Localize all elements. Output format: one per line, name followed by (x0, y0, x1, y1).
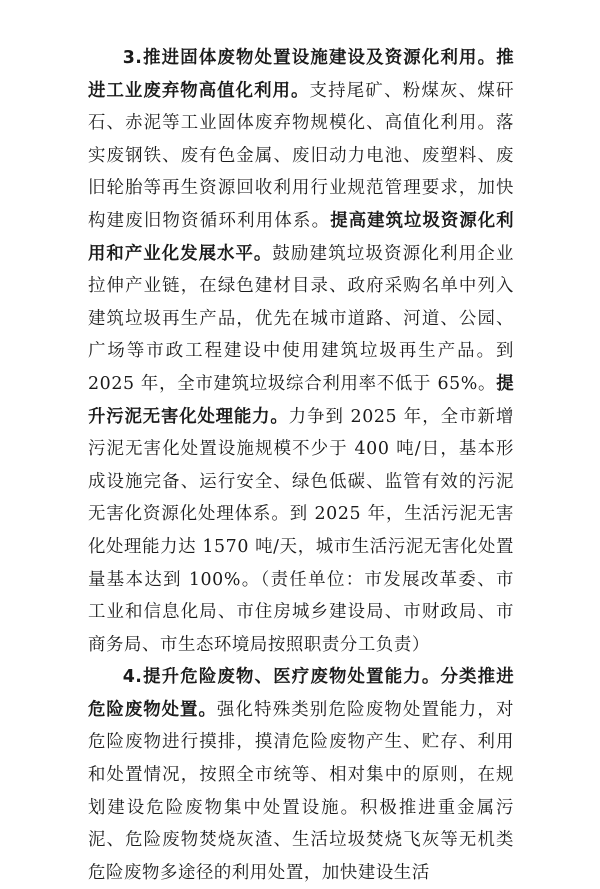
body-text: 支持尾矿、粉煤灰、煤矸石、赤泥等工业固体废弃物规模化、高值化利用。落实废钢铁、废有色金属、废旧动力电池、废塑料、废旧轮胎等再生资源回收利用行业规范管理要求，加快构建废旧物资循环利用体系。 (88, 80, 514, 231)
paragraph-4 (88, 661, 514, 889)
body-text: 鼓励建筑垃圾资源化利用企业拉伸产业链，在绿色建材目录、政府采购名单中列入建筑垃圾再生产品，优先在城市道路、河道、公园、广场等市政工程建设中使用建筑垃圾再生产品。到 2025 年，全市建筑垃圾综合利用率不低于 65%。 (88, 243, 514, 394)
subheading-sludge: 提升污泥无害化处理能力。 (88, 373, 514, 427)
document-body (88, 42, 514, 889)
paragraph-3 (88, 42, 514, 661)
body-text: 强化特殊类别危险废物处置能力，对危险废物进行摸排，摸清危险废物产生、贮存、利用和处置情况，按照全市统等、相对集中的原则，在规划建设危险废物集中处置设施。积极推进重金属污泥、危险废物焚烧灰渣、生活垃圾焚烧飞灰等无机类危险废物多途径的利用处置，加快建设生活 (88, 699, 514, 883)
body-text: 力争到 2025 年，全市新增污泥无害化处置设施规模不少于 400 吨/日，基本形成设施完备、运行安全、绿色低碳、监管有效的污泥无害化资源化处理体系。到 2025 年，生活污泥无害化处理能力达 1570 吨/天，城市生活污泥无害化处置量基本达到 100%。（责任单位：市发展改革委、市工业和信息化局、市住房城乡建设局、市财政局、市商务局、市生态环境局按照职责分工负责） (88, 406, 514, 655)
heading-4-hazardous-waste: 4.提升危险废物、医疗废物处置能力。分类推进危险废物处置。 (88, 667, 514, 720)
subheading-construction-waste: 提高建筑垃圾资源化利用和产业化发展水平。 (88, 210, 514, 264)
heading-3-solid-waste: 3.推进固体废物处置设施建设及资源化利用。推进工业废弃物高值化利用。 (88, 48, 514, 101)
